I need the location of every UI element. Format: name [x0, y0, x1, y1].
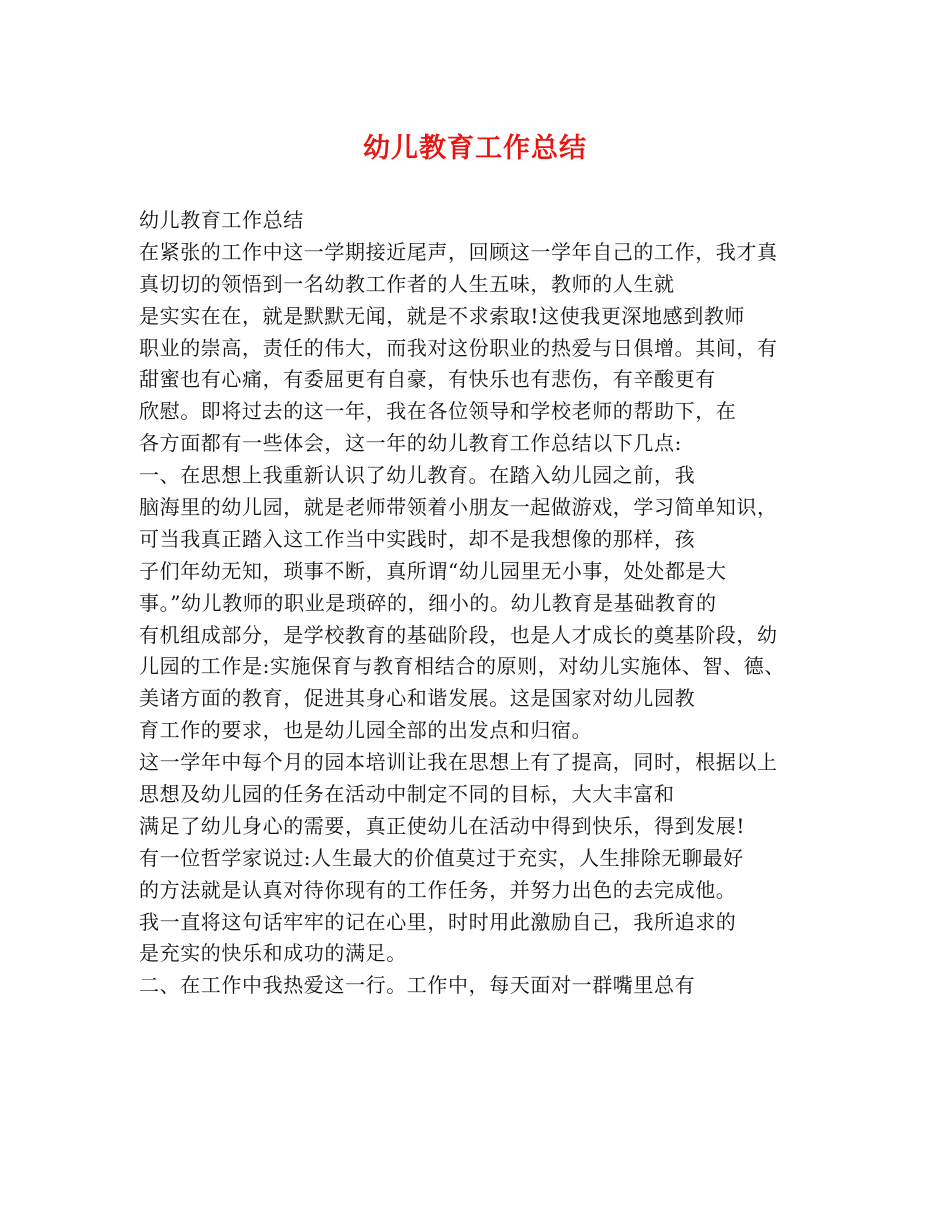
paragraph-line: 欣慰。即将过去的这一年，我在各位领导和学校老师的帮助下，在: [139, 399, 737, 424]
paragraph-line: 在紧张的工作中这一学期接近尾声，回顾这一学年自己的工作，我才真: [139, 239, 778, 264]
paragraph-line: 脑海里的幼儿园，就是老师带领着小朋友一起做游戏，学习简单知识，: [139, 495, 778, 520]
paragraph-line: 二、在工作中我热爱这一行。工作中，每天面对一群嘴里总有: [139, 973, 696, 998]
paragraph-line: 子们年幼无知，琐事不断，真所谓“幼儿园里无小事，处处都是大: [139, 558, 727, 583]
paragraph-line: 甜蜜也有心痛，有委屈更有自豪，有快乐也有悲伤，有辛酸更有: [139, 367, 716, 392]
paragraph-line: 职业的崇高，责任的伟大，而我对这份职业的热爱与日俱增。其间，有: [139, 335, 778, 360]
paragraph-line: 我一直将这句话牢牢的记在心里，时时用此激励自己，我所追求的: [139, 909, 737, 934]
paragraph-line: 真切切的领悟到一名幼教工作者的人生五味，教师的人生就: [139, 271, 675, 296]
document-subtitle: 幼儿教育工作总结: [139, 208, 304, 232]
paragraph-line: 有机组成部分，是学校教育的基础阶段，也是人才成长的奠基阶段，幼: [139, 622, 778, 647]
paragraph-line: 有一位哲学家说过:人生最大的价值莫过于充实，人生排除无聊最好: [139, 845, 744, 870]
paragraph-line: 各方面都有一些体会，这一年的幼儿教育工作总结以下几点:: [139, 431, 682, 456]
paragraph-line: 的方法就是认真对待你现有的工作任务，并努力出色的去完成他。: [139, 877, 737, 902]
paragraph-line: 育工作的要求，也是幼儿园全部的出发点和归宿。: [139, 718, 593, 743]
paragraph-line: 是实实在在，就是默默无闻，就是不求索取!这使我更深地感到教师: [139, 303, 746, 328]
paragraph-line: 儿园的工作是:实施保育与教育相结合的原则，对幼儿实施体、智、德、: [139, 654, 785, 679]
paragraph-line: 可当我真正踏入这工作当中实践时，却不是我想像的那样，孩: [139, 526, 696, 551]
paragraph-line: 满足了幼儿身心的需要，真正使幼儿在活动中得到快乐，得到发展!: [139, 813, 746, 838]
paragraph-line: 美诸方面的教育，促进其身心和谐发展。这是国家对幼儿园教: [139, 686, 696, 711]
paragraph-line: 思想及幼儿园的任务在活动中制定不同的目标，大大丰富和: [139, 782, 675, 807]
paragraph-line: 事。”幼儿教师的职业是琐碎的，细小的。幼儿教育是基础教育的: [139, 590, 717, 615]
paragraph-line: 一、在思想上我重新认识了幼儿教育。在踏入幼儿园之前，我: [139, 463, 696, 488]
document-title: 幼儿教育工作总结: [363, 133, 587, 164]
paragraph-line: 这一学年中每个月的园本培训让我在思想上有了提高，同时，根据以上: [139, 750, 778, 775]
paragraph-line: 是充实的快乐和成功的满足。: [139, 941, 407, 966]
document-body: [139, 205, 839, 1002]
